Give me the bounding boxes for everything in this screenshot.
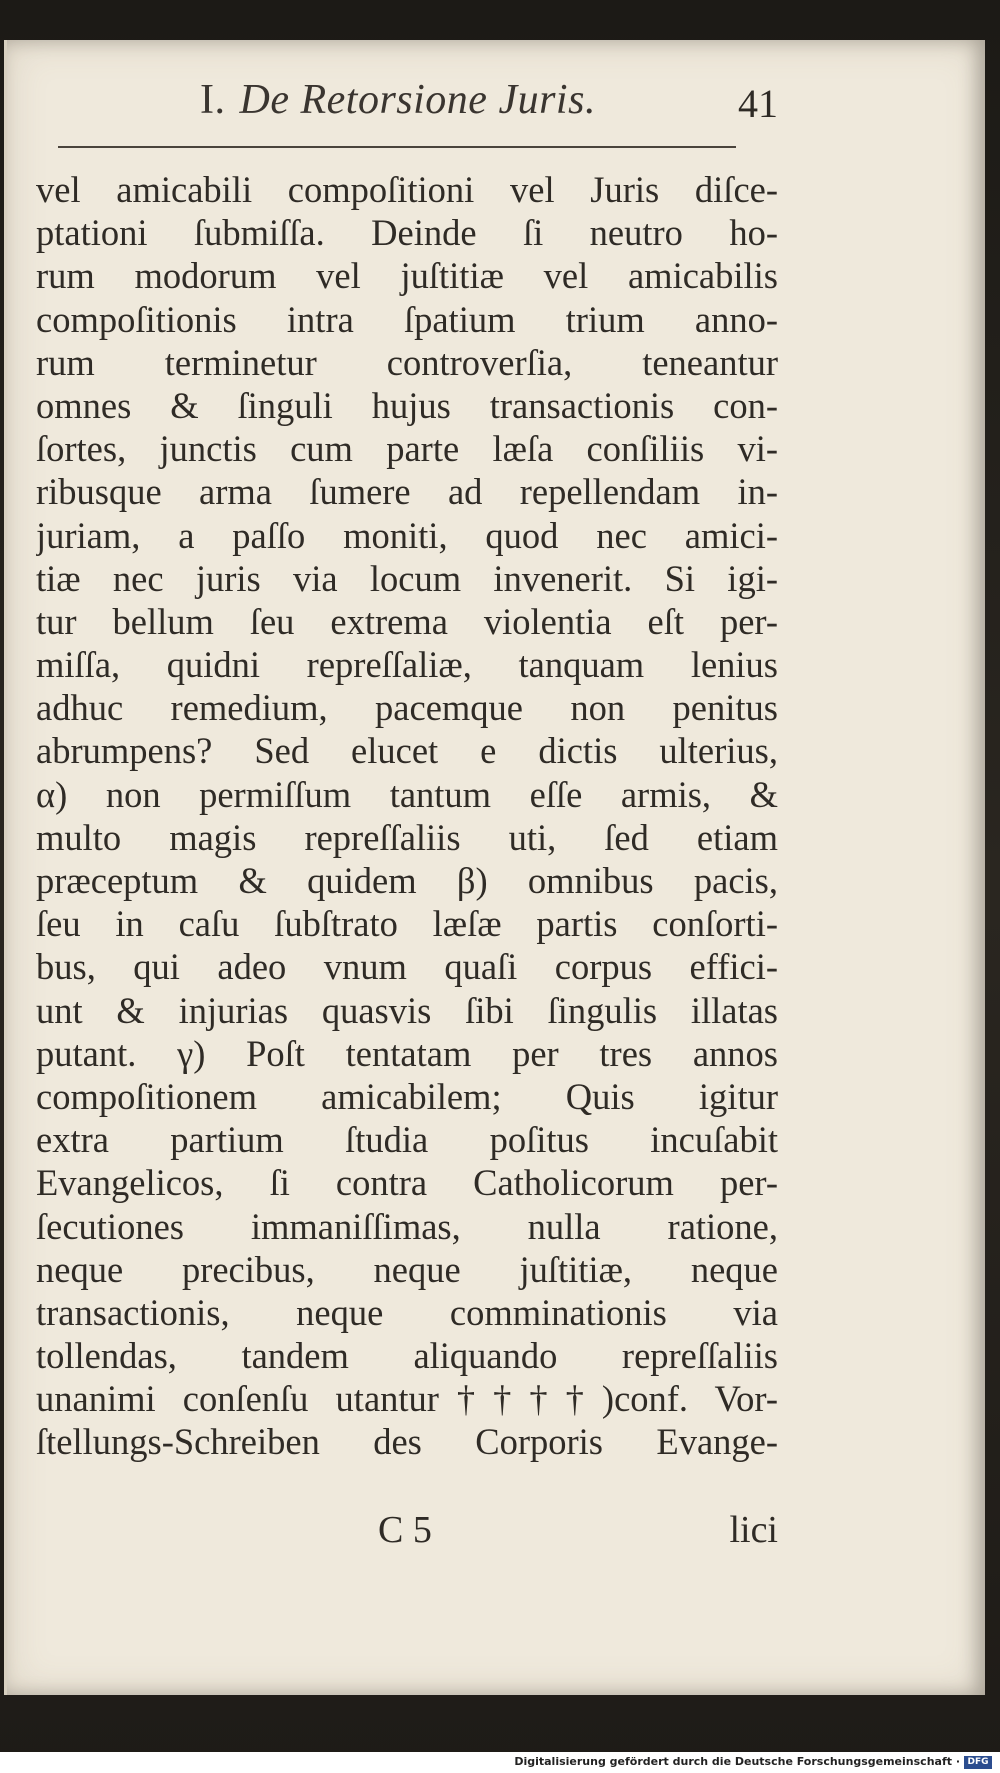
text-line: miſſa, quidni repreſſaliæ, tanquam lenius	[36, 644, 778, 686]
text-line: tiæ nec juris via locum invenerit. Si igi-	[36, 557, 778, 599]
digitization-footer	[0, 1752, 1000, 1773]
text-line: ſeu in caſu ſubſtrato læſæ partis conſorti-	[36, 903, 778, 945]
text-line: ſecutiones immaniſſimas, nulla ratione,	[36, 1205, 778, 1247]
text-line: unt & injurias quasvis ſibi ſingulis illatas	[36, 989, 778, 1031]
text-line: rum modorum vel juſtitiæ vel amicabilis	[36, 255, 778, 297]
text-line: tollendas, tandem aliquando repreſſaliis	[36, 1335, 778, 1377]
text-line: bus, qui adeo vnum quaſi corpus effici-	[36, 946, 778, 988]
running-head	[200, 76, 596, 124]
text-line: præceptum & quidem β) omnibus pacis,	[36, 860, 778, 901]
digitization-note: Digitalisierung gefördert durch die Deutsche Forschungsgemeinschaft ·	[514, 1755, 960, 1768]
text-line: juriam, a paſſo moniti, quod nec amici-	[36, 514, 778, 556]
text-line: transactionis, neque comminationis via	[36, 1291, 778, 1333]
text-line: compoſitionis intra ſpatium trium anno-	[36, 298, 778, 340]
text-line: ptationi ſubmiſſa. Deinde ſi neutro ho-	[36, 212, 778, 254]
chapter-number: I.	[200, 77, 226, 123]
text-line: vel amicabili compoſitioni vel Juris diſce-	[36, 169, 778, 210]
text-line: abrumpens? Sed elucet e dictis ulterius,	[36, 730, 778, 772]
text-line: α) non permiſſum tantum eſſe armis, &	[36, 773, 778, 815]
text-line: ribusque arma ſumere ad repellendam in-	[36, 471, 778, 513]
text-line: extra partium ſtudia poſitus incuſabit	[36, 1119, 778, 1161]
text-line: Evangelicos, ſi contra Catholicorum per-	[36, 1162, 778, 1204]
signature-mark: C 5	[378, 1509, 432, 1551]
text-line: ſtellungs-Schreiben des Corporis Evange-	[36, 1421, 778, 1463]
text-line: adhuc remedium, pacemque non penitus	[36, 687, 778, 729]
text-line: rum terminetur controverſia, teneantur	[36, 341, 778, 383]
running-head-title: De Retorsione Juris.	[239, 77, 596, 123]
text-line: neque precibus, neque juſtitiæ, neque	[36, 1248, 778, 1290]
text-line: compoſitionem amicabilem; Quis igitur	[36, 1075, 778, 1117]
body-text	[36, 168, 778, 1464]
text-line: putant. γ) Poſt tentatam per tres annos	[36, 1032, 778, 1074]
text-line: tur bellum ſeu extrema violentia eſt per-	[36, 600, 778, 642]
text-line: ſortes, junctis cum parte læſa conſiliis vi-	[36, 428, 778, 470]
dfg-logo-icon: DFG	[964, 1756, 992, 1769]
text-line: multo magis repreſſaliis uti, ſed etiam	[36, 816, 778, 858]
text-line: unanimi conſenſu utantur††††)conf. Vor-	[36, 1378, 778, 1420]
header-rule	[58, 146, 736, 148]
page-number: 41	[738, 81, 778, 126]
catchword: lici	[729, 1509, 778, 1551]
page-foot	[36, 1508, 778, 1556]
text-line: omnes & ſinguli hujus transactionis con-	[36, 384, 778, 426]
